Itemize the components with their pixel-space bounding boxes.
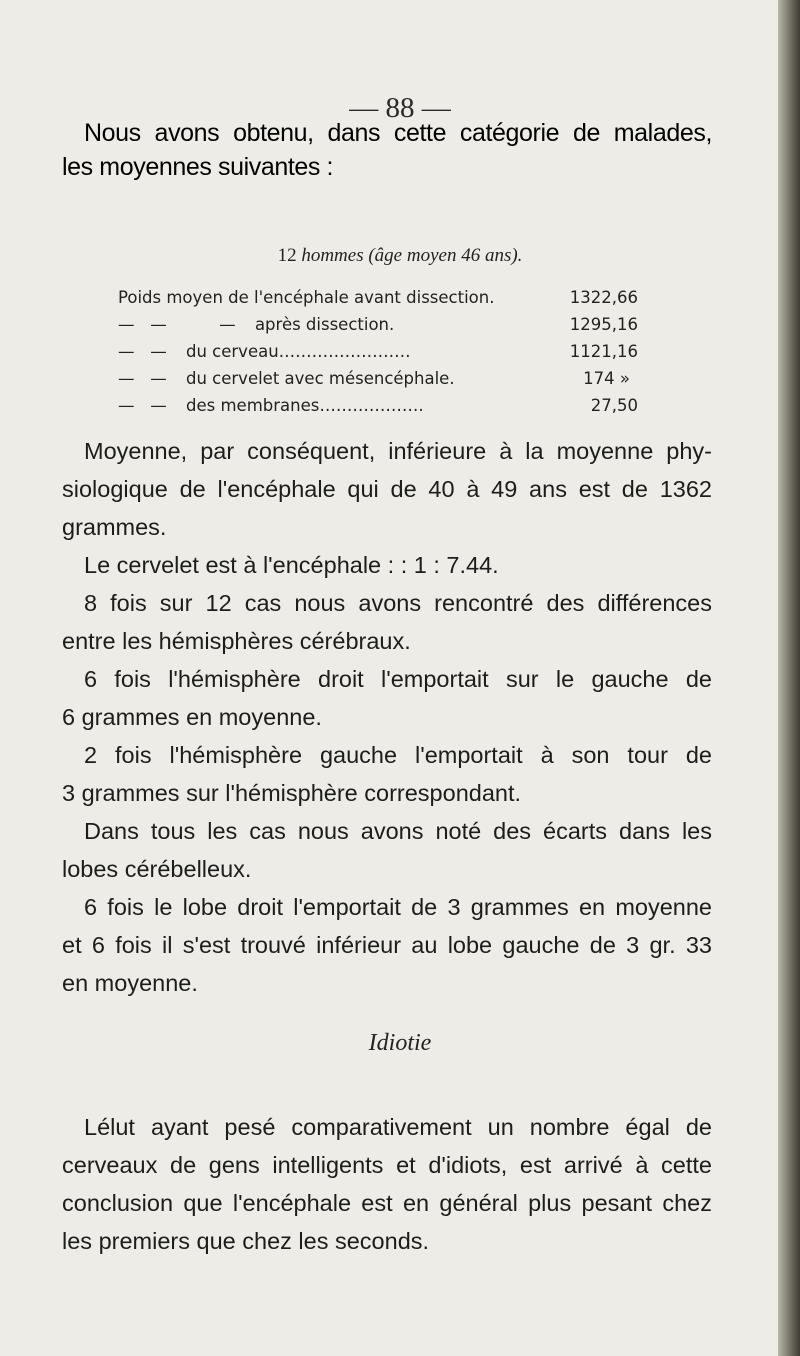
table-row-value: 1322,66 — [569, 288, 638, 307]
table-row — [118, 365, 638, 392]
body-line: 6 fois l'hémisphère droit l'emportait sur le gauche de — [84, 666, 712, 692]
table-heading-count: 12 — [277, 245, 297, 266]
table-heading-detail: (âge moyen 46 ans). — [368, 245, 523, 266]
table-row-label: après dissection. — [254, 315, 395, 334]
body-line: lobes cérébelleux. — [62, 856, 252, 882]
page-number: — 88 — — [349, 92, 451, 124]
body-line: 8 fois sur 12 cas nous avons rencontré des différences — [84, 590, 712, 616]
body-line: entre les hémisphères cérébraux. — [62, 628, 411, 654]
body-paragraphs — [62, 432, 712, 1002]
table-row-value: 1121,16 — [569, 342, 638, 361]
table-heading-hommes: hommes — [301, 245, 364, 266]
table-heading — [0, 245, 778, 267]
body-line: conclusion que l'encéphale est en général plus pesant chez — [62, 1190, 712, 1216]
table-row-value: 174 » — [583, 369, 630, 388]
table-row-value: 27,50 — [590, 396, 638, 415]
intro-line: Nous avons obtenu, dans cette catégorie de malades, — [84, 119, 712, 147]
table-row — [118, 392, 638, 419]
table-row-prefix: — — — [118, 369, 167, 388]
body-line: grammes. — [62, 514, 167, 540]
body-line: en moyenne. — [62, 970, 198, 996]
table-row — [118, 284, 638, 311]
body-line: et 6 fois il s'est trouvé inférieur au lobe gauche de 3 gr. 33 — [62, 932, 712, 958]
table-row-value: 1295,16 — [569, 315, 638, 334]
table-row — [118, 338, 638, 365]
weights-table — [118, 284, 638, 419]
body-line: Le cervelet est à l'encéphale : : 1 : 7.44. — [84, 552, 499, 578]
intro-paragraph — [62, 116, 712, 184]
closing-paragraph — [62, 1108, 712, 1260]
body-line: 6 fois le lobe droit l'emportait de 3 grammes en moyenne — [84, 894, 712, 920]
body-line: 3 grammes sur l'hémisphère correspondant. — [62, 780, 522, 806]
body-line: les premiers que chez les seconds. — [62, 1228, 430, 1254]
body-line: cerveaux de gens intelligents et d'idiots, est arrivé à cette — [62, 1152, 712, 1178]
body-line: 6 grammes en moyenne. — [62, 704, 322, 730]
table-row-prefix: — — — — [118, 315, 236, 334]
intro-line: les moyennes suivantes : — [62, 153, 334, 181]
table-row-label: des membranes………………. — [186, 396, 424, 415]
body-line: Lélut ayant pesé comparativement un nombre égal de — [84, 1114, 712, 1140]
table-row-label: Poids moyen de l'encéphale avant dissection. — [118, 288, 495, 307]
body-line: siologique de l'encéphale qui de 40 à 49 ans est de 1362 — [62, 476, 712, 502]
body-line: 2 fois l'hémisphère gauche l'emportait à son tour de — [84, 742, 712, 768]
body-line: Moyenne, par conséquent, inférieure à la moyenne phy- — [84, 438, 712, 464]
table-row-label: du cervelet avec mésencéphale. — [186, 369, 455, 388]
section-subheading: Idiotie — [368, 1030, 432, 1056]
book-binding-edge — [778, 0, 800, 1356]
body-line: Dans tous les cas nous avons noté des écarts dans les — [84, 818, 712, 844]
table-row-prefix: — — — [118, 342, 167, 361]
table-row-label: du cerveau…………………… — [186, 342, 411, 361]
table-row — [118, 311, 638, 338]
table-row-prefix: — — — [118, 396, 167, 415]
